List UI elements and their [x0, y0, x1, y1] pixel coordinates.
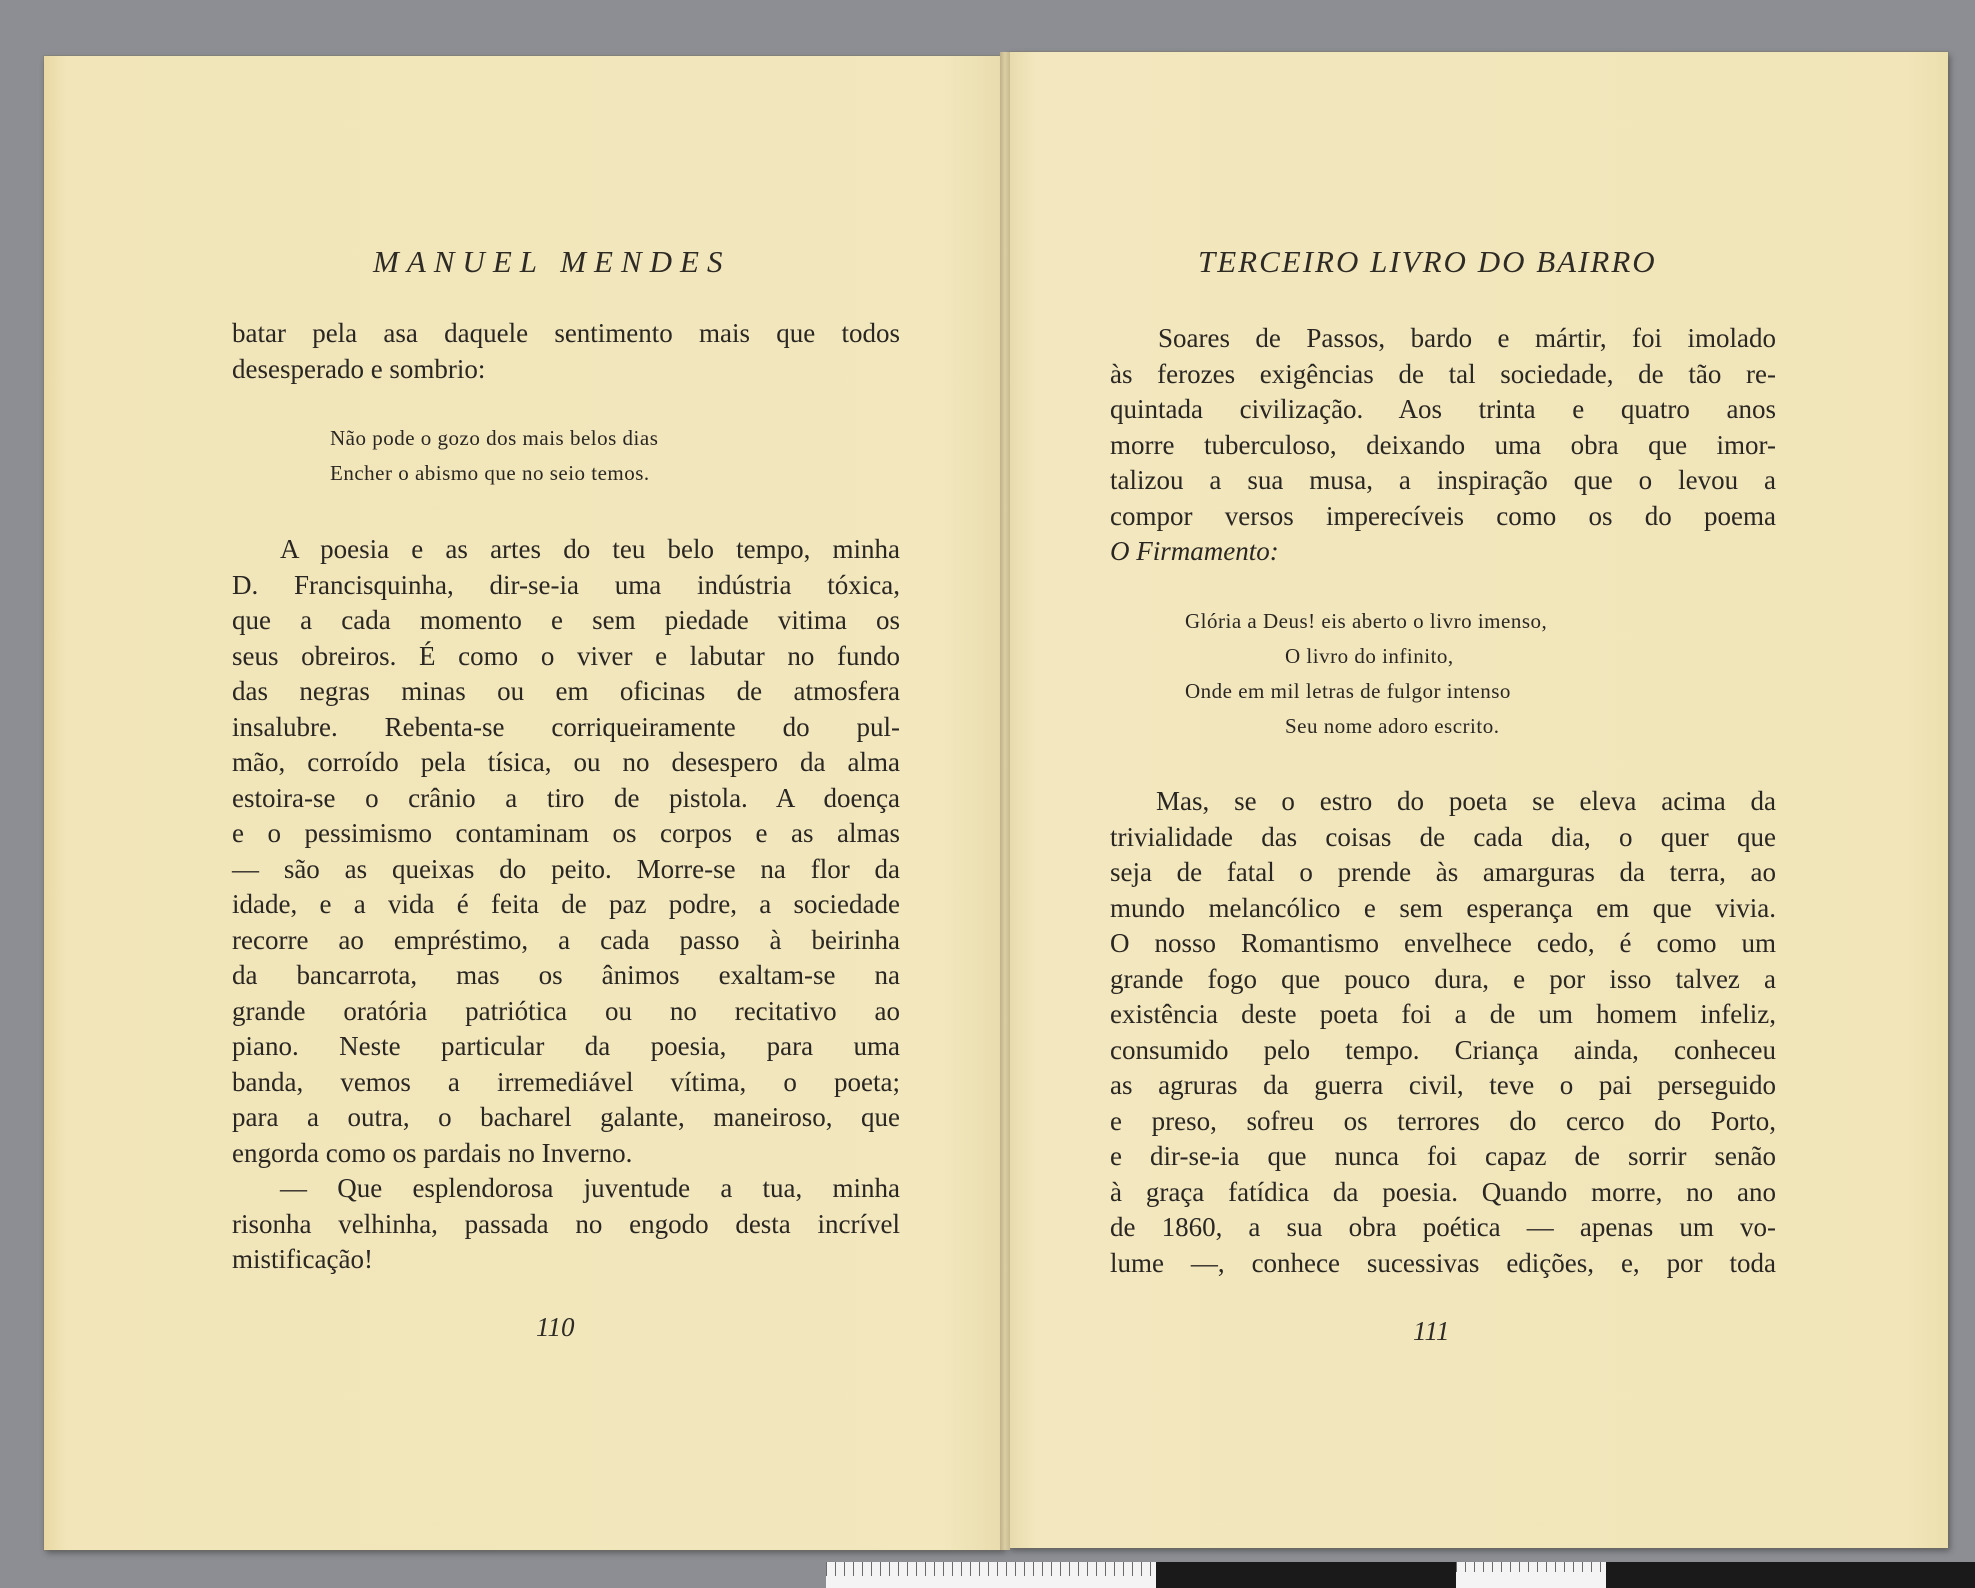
- text-line: seja de fatal o prende às amarguras da terra, ao: [1110, 857, 1776, 887]
- text-line: as agruras da guerra civil, teve o pai perseguido: [1110, 1070, 1776, 1100]
- text-line: Mas, se o estro do poeta se eleva acima da: [1156, 786, 1776, 816]
- text-line: idade, e a vida é feita de paz podre, a sociedade: [232, 889, 900, 919]
- running-head-right: TERCEIRO LIVRO DO BAIRRO: [1198, 244, 1657, 279]
- text-line: engorda como os pardais no Inverno.: [232, 1137, 633, 1168]
- text-line: e preso, sofreu os terrores do cerco do Porto,: [1110, 1105, 1776, 1136]
- text-line: lume —, conhece sucessivas edições, e, por toda: [1110, 1247, 1776, 1278]
- text-line: compor versos imperecíveis como os do poema: [1110, 500, 1776, 531]
- ruler-white-segment: [1456, 1562, 1606, 1588]
- text-line: mão, corroído pela tísica, ou no desespero da alma: [232, 747, 900, 777]
- text-line: das negras minas ou em oficinas de atmosfera: [232, 676, 900, 706]
- text-line: para a outra, o bacharel galante, maneiroso, que: [232, 1102, 900, 1132]
- text-line: piano. Neste particular da poesia, para uma: [232, 1031, 900, 1061]
- text-line: grande fogo que pouco dura, e por isso talvez a: [1110, 963, 1776, 994]
- text-line: A poesia e as artes do teu belo tempo, minha: [280, 534, 900, 564]
- right-paragraph-body: [1110, 784, 1776, 1281]
- text-line: mundo melancólico e sem esperança em que vivia.: [1110, 892, 1776, 923]
- text-line: morre tuberculoso, deixando uma obra que imor-: [1110, 429, 1776, 460]
- text-line: e dir-se-ia que nunca foi capaz de sorrir senão: [1110, 1141, 1776, 1171]
- ruler-black-segment: [1156, 1562, 1456, 1588]
- text-line: D. Francisquinha, dir-se-ia uma indústria tóxica,: [232, 569, 900, 600]
- text-line: seus obreiros. É como o viver e labutar no fundo: [232, 640, 900, 671]
- text-line: Soares de Passos, bardo e mártir, foi imolado: [1158, 323, 1776, 353]
- text-line: banda, vemos a irremediável vítima, o poeta;: [232, 1066, 900, 1097]
- poem-title: O Firmamento:: [1110, 536, 1279, 566]
- text-line: recorre ao empréstimo, a cada passo à beirinha: [232, 924, 900, 955]
- left-paragraph-body: [232, 532, 900, 1278]
- page-number-left: 110: [536, 1312, 575, 1342]
- text-line: que a cada momento e sem piedade vitima os: [232, 605, 900, 635]
- text-line: trivialidade das coisas de cada dia, o quer que: [1110, 821, 1776, 852]
- text-line: talizou a sua musa, a inspiração que o levou a: [1110, 465, 1776, 495]
- text-line: quintada civilização. Aos trinta e quatro anos: [1110, 394, 1776, 424]
- text-line: insalubre. Rebenta-se corriqueiramente do pul-: [232, 711, 900, 742]
- right-verse: [1185, 604, 1547, 744]
- text-line: batar pela asa daquele sentimento mais que todos: [232, 318, 900, 348]
- left-paragraph-top: [232, 316, 900, 387]
- left-verse: [330, 421, 658, 491]
- verse-line: Seu nome adoro escrito.: [1285, 714, 1500, 738]
- text-line: desesperado e sombrio:: [232, 353, 486, 384]
- text-line: da bancarrota, mas os ânimos exaltam-se na: [232, 960, 900, 990]
- text-line: estoira-se o crânio a tiro de pistola. A doença: [232, 782, 900, 813]
- text-line: existência deste poeta foi a de um homem infeliz,: [1110, 999, 1776, 1029]
- text-line: à graça fatídica da poesia. Quando morre, no ano: [1110, 1176, 1776, 1207]
- text-line: grande oratória patriótica ou no recitativo ao: [232, 995, 900, 1026]
- verse-line: Glória a Deus! eis aberto o livro imenso,: [1185, 609, 1548, 633]
- text-line: O nosso Romantismo envelhece cedo, é como um: [1110, 928, 1776, 958]
- text-line: e o pessimismo contaminam os corpos e as almas: [232, 818, 900, 848]
- ruler-black-segment: [1606, 1562, 1975, 1588]
- page-number-right: 111: [1413, 1316, 1450, 1346]
- text-line: consumido pelo tempo. Criança ainda, conheceu: [1110, 1034, 1776, 1065]
- verse-line: O livro do infinito,: [1285, 644, 1454, 668]
- verse-line: Não pode o gozo dos mais belos dias: [330, 426, 659, 450]
- book-spine: [1000, 52, 1010, 1550]
- right-paragraph-top: [1110, 321, 1776, 570]
- text-line: risonha velhinha, passada no engodo desta incrível: [232, 1208, 900, 1239]
- text-line: às ferozes exigências de tal sociedade, de tão re-: [1110, 358, 1776, 389]
- scale-ruler: [826, 1562, 1975, 1588]
- verse-line: Encher o abismo que no seio temos.: [330, 461, 650, 485]
- running-head-left: MANUEL MENDES: [373, 244, 731, 279]
- text-line: de 1860, a sua obra poética — apenas um vo-: [1110, 1212, 1776, 1242]
- ruler-ticks: [826, 1562, 1156, 1588]
- verse-line: Onde em mil letras de fulgor intenso: [1185, 679, 1511, 703]
- text-line: mistificação!: [232, 1244, 373, 1274]
- text-line: — Que esplendorosa juventude a tua, minha: [280, 1173, 900, 1203]
- text-line: — são as queixas do peito. Morre-se na flor da: [232, 853, 900, 884]
